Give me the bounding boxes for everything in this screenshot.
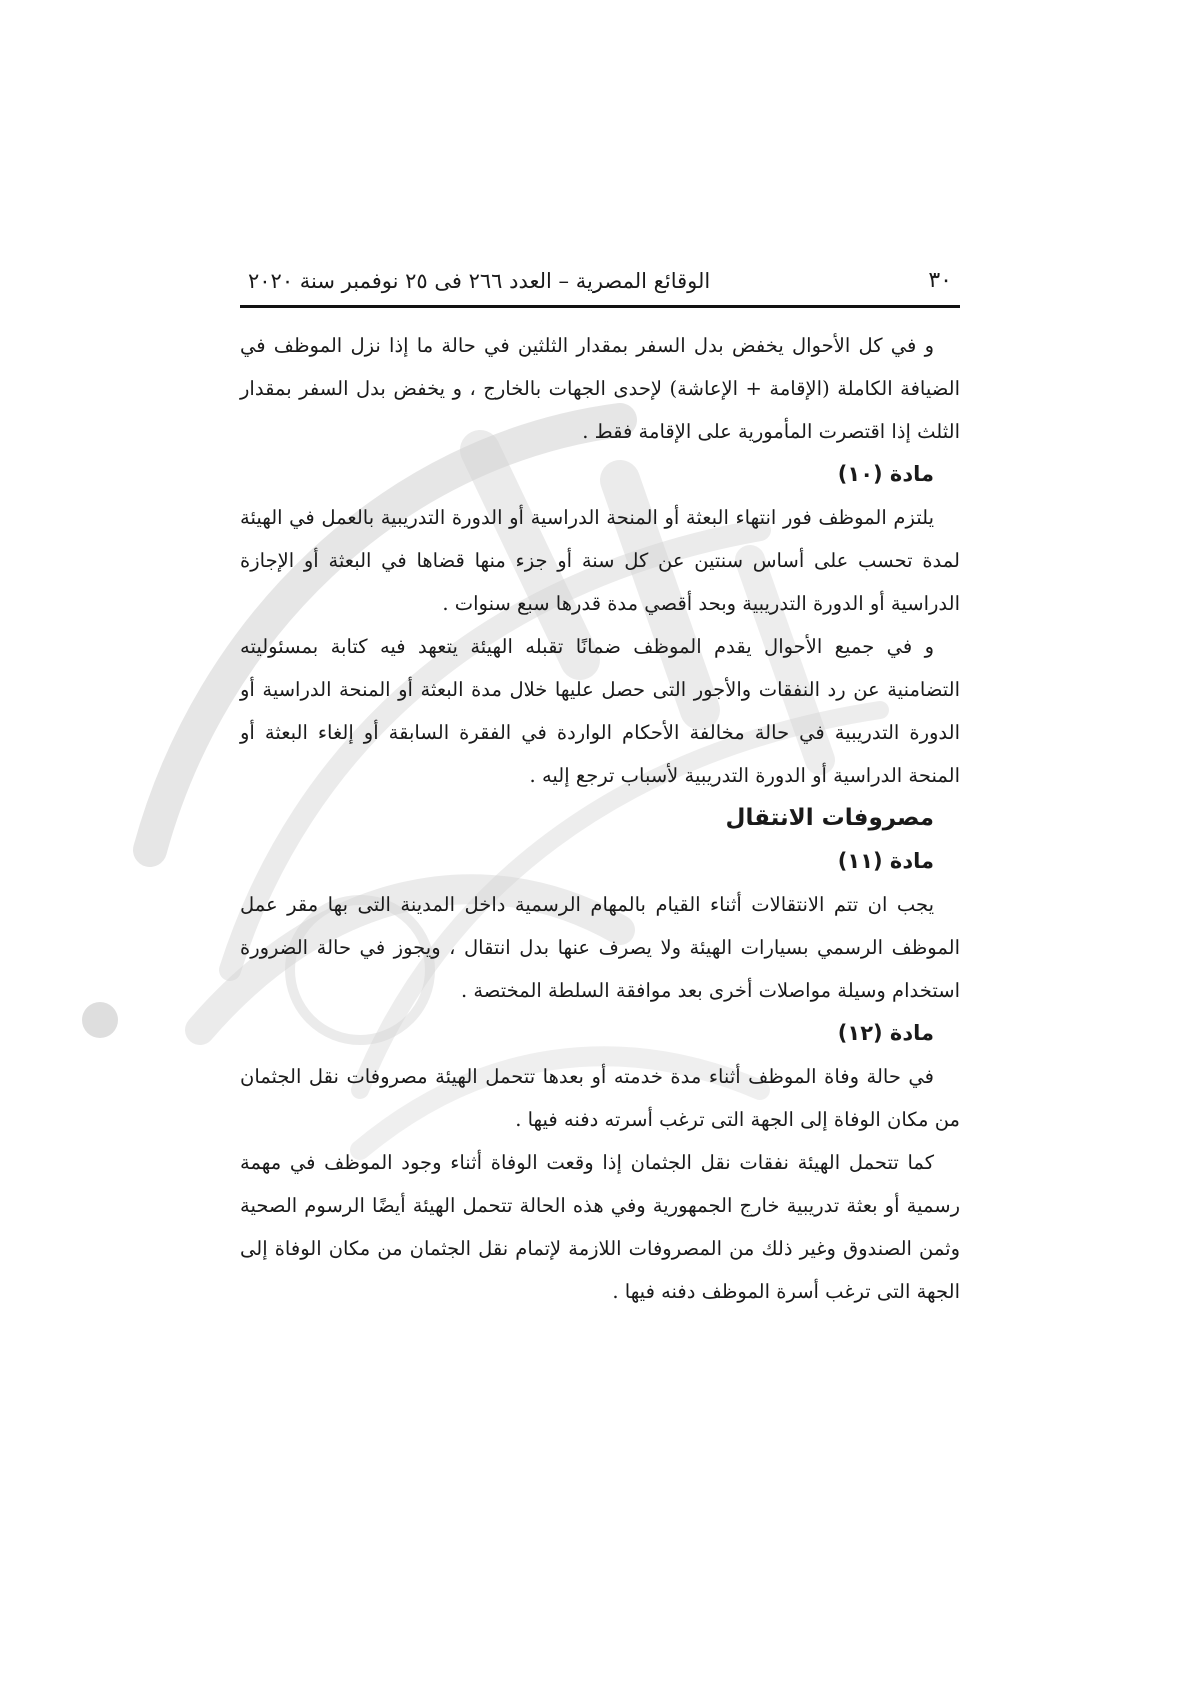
article-12-title: مادة (١٢) bbox=[837, 1021, 934, 1045]
article-10-title: مادة (١٠) bbox=[837, 462, 934, 486]
header-title: الوقائع المصرية – العدد ٢٦٦ فى ٢٥ نوفمبر سنة ٢٠٢٠ bbox=[248, 269, 711, 293]
paragraph-guarantee: و في جميع الأحوال يقدم الموظف ضمانًا تقبله الهيئة يتعهد فيه كتابة بمسئوليته التضامنية عن رد النفقات والأجور التى حصل عليها خلال مدة البعثة أو المنحة الدراسية أو الدورة التدريبية في حالة مخالفة الأحكام الواردة في الفقرة السابقة أو إلغاء البعثة أو المنحة الدراسية أو الدورة التدريبية لأسباب ترجع إليه . bbox=[240, 635, 960, 787]
paragraph-travel-allowance: و في كل الأحوال يخفض بدل السفر بمقدار الثلثين في حالة ما إذا نزل الموظف في الضيافة الكاملة (الإقامة + الإعاشة) لإحدى الجهات بالخارج ، و يخفض بدل السفر بمقدار الثلث إذا اقتصرت المأمورية على الإقامة فقط . bbox=[240, 334, 960, 443]
paragraph-service-commitment: يلتزم الموظف فور انتهاء البعثة أو المنحة الدراسية أو الدورة التدريبية بالعمل في الهيئة لمدة تحسب على أساس سنتين عن كل سنة أو جزء منها قضاها في البعثة أو الإجازة الدراسية أو الدورة التدريبية وبحد أقصي مدة قدرها سبع سنوات . bbox=[240, 506, 960, 615]
page-number: ٣٠ bbox=[928, 268, 952, 293]
gazette-page bbox=[240, 268, 960, 1313]
paragraph-death-abroad: كما تتحمل الهيئة نفقات نقل الجثمان إذا وقعت الوفاة أثناء وجود الموظف في مهمة رسمية أو بعثة تدريبية خارج الجمهورية وفي هذه الحالة تتحمل الهيئة أيضًا الرسوم الصحية وثمن الصندوق وغير ذلك من المصروفات اللازمة لإتمام نقل الجثمان من مكان الوفاة إلى الجهة التى ترغب أسرة الموظف دفنه فيها . bbox=[240, 1151, 960, 1303]
document-body bbox=[240, 324, 960, 1313]
paragraph-death-transport: في حالة وفاة الموظف أثناء مدة خدمته أو بعدها تتحمل الهيئة مصروفات نقل الجثمان من مكان الوفاة إلى الجهة التى ترغب أسرته دفنه فيها . bbox=[240, 1065, 960, 1131]
article-11-title: مادة (١١) bbox=[837, 849, 934, 873]
page-header bbox=[240, 268, 960, 308]
paragraph-official-transport: يجب ان تتم الانتقالات أثناء القيام بالمهام الرسمية داخل المدينة التى بها مقر عمل الموظف الرسمي بسيارات الهيئة ولا يصرف عنها بدل انتقال ، ويجوز في حالة الضرورة استخدام وسيلة مواصلات أخرى بعد موافقة السلطة المختصة . bbox=[240, 893, 960, 1002]
section-title-transport: مصروفات الانتقال bbox=[725, 805, 934, 831]
